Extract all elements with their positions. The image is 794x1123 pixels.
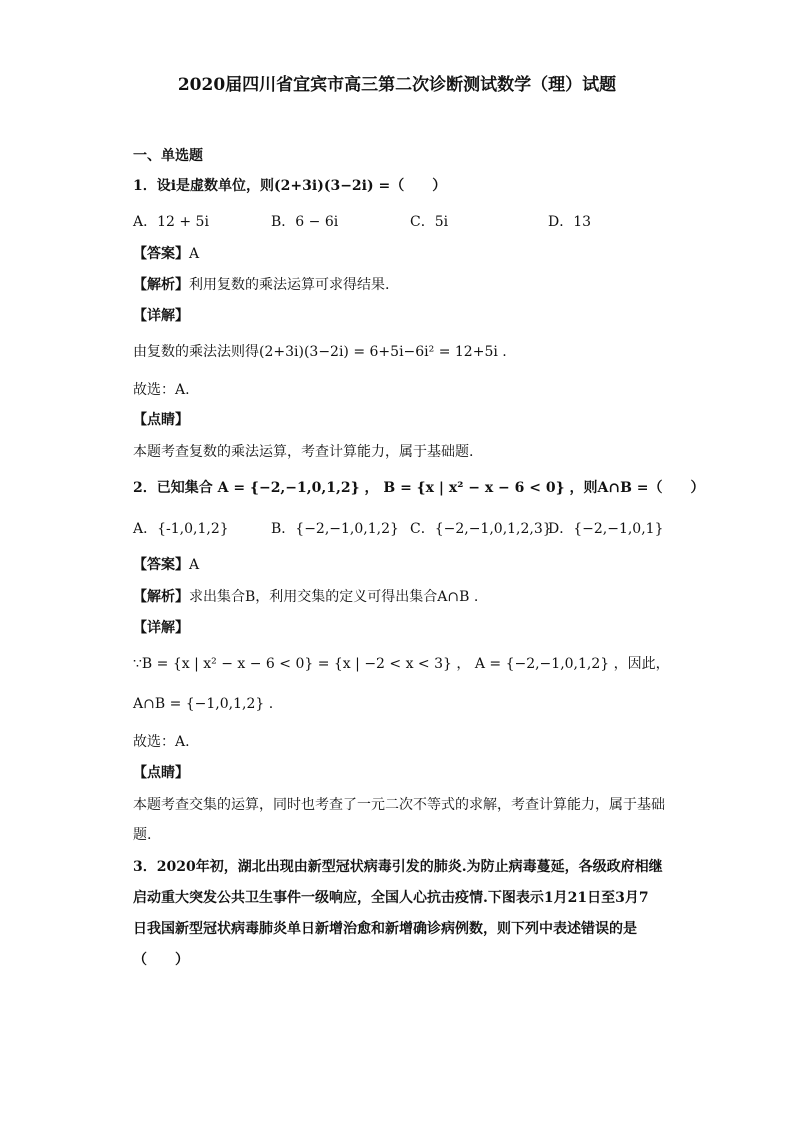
q2-answer-line — [133, 555, 199, 575]
q1-comment: 本题考查复数的乘法运算，考查计算能力，属于基础题. — [133, 444, 474, 460]
q2-analysis-line — [133, 587, 478, 607]
q1-choice: 故选：A. — [133, 382, 190, 398]
q1-answer: A — [189, 246, 200, 262]
q1-detail-tag: 【详解】 — [133, 308, 189, 324]
q2-choice: 故选：A. — [133, 734, 190, 750]
q1-analysis-line — [133, 275, 389, 295]
q2-stem: 2．已知集合 A = {−2,−1,0,1,2} ， B = {x | x² − x − 6 < 0} ，则A∩B =（ ） — [133, 480, 705, 496]
q3-stem-line-2: 启动重大突发公共卫生事件一级响应，全国人心抗击疫情.下图表示1月21日至3月7 — [133, 890, 649, 906]
q2-option-c: C．{−2,−1,0,1,2,3} — [410, 521, 552, 537]
q2-answer-tag: 【答案】 — [133, 557, 189, 573]
q1-detail: 由复数的乘法法则得(2+3i)(3−2i) = 6+5i−6i² = 12+5i . — [133, 344, 507, 360]
section-heading: 一、单选题 — [133, 148, 203, 164]
q2-answer: A — [189, 557, 200, 573]
q1-comment-tag: 【点睛】 — [133, 412, 189, 428]
q1-stem: 1．设i是虚数单位，则(2+3i)(3−2i) =（ ） — [133, 178, 447, 194]
q2-comment-tag: 【点睛】 — [133, 765, 189, 781]
q1-answer-line — [133, 244, 199, 264]
q1-option-d: D．13 — [548, 214, 592, 230]
q1-answer-tag: 【答案】 — [133, 246, 189, 262]
q2-detail-line-1: ∵B = {x | x² − x − 6 < 0} = {x | −2 < x < 3} ， A = {−2,−1,0,1,2} ，因此， — [133, 656, 670, 672]
q2-detail-line-2: A∩B = {−1,0,1,2} . — [133, 696, 274, 712]
q2-option-a: A．{-1,0,1,2} — [133, 521, 229, 537]
q3-stem-line-3: 日我国新型冠状病毒肺炎单日新增治愈和新增确诊病例数，则下列中表述错误的是 — [133, 921, 637, 937]
q1-option-c: C．5i — [410, 214, 449, 230]
q2-comment-line-1: 本题考查交集的运算，同时也考查了一元二次不等式的求解，考查计算能力，属于基础 — [133, 797, 665, 813]
q2-analysis-tag: 【解析】 — [133, 589, 189, 605]
q2-analysis: 求出集合B，利用交集的定义可得出集合A∩B . — [189, 589, 479, 605]
q1-analysis: 利用复数的乘法运算可求得结果. — [189, 277, 390, 293]
q3-stem-line-4: （ ） — [133, 952, 189, 968]
q2-option-d: D．{−2,−1,0,1} — [548, 521, 664, 537]
q2-detail-tag: 【详解】 — [133, 620, 189, 636]
q3-stem-line-1: 3．2020年初，湖北出现由新型冠状病毒引发的肺炎.为防止病毒蔓延，各级政府相继 — [133, 859, 663, 875]
q1-option-a: A．12 + 5i — [133, 214, 209, 230]
document-title: 2020届四川省宜宾市高三第二次诊断测试数学（理）试题 — [177, 75, 617, 95]
q1-option-b: B．6 − 6i — [271, 214, 339, 230]
q1-analysis-tag: 【解析】 — [133, 277, 189, 293]
q2-comment-line-2: 题. — [133, 827, 152, 843]
q2-option-b: B．{−2,−1,0,1,2} — [271, 521, 399, 537]
